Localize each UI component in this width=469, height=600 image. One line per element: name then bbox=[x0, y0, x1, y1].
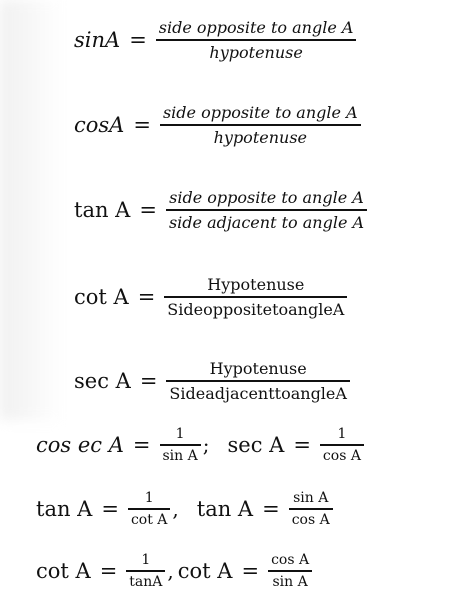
sec-fraction bbox=[166, 359, 350, 403]
tan1-numerator: 1 bbox=[144, 490, 154, 506]
cosec-denominator: sin A bbox=[162, 447, 198, 464]
tan-fraction bbox=[166, 188, 367, 232]
equals-sign: = bbox=[99, 558, 118, 583]
cot2-fraction bbox=[268, 552, 312, 590]
sec-lhs: sec A bbox=[74, 368, 131, 393]
tan2-lhs: tan A bbox=[196, 496, 254, 521]
tan2-numerator: sin A bbox=[293, 490, 329, 506]
sec-recip-lhs: sec A bbox=[227, 432, 285, 457]
cot1-lhs: cot A bbox=[36, 558, 91, 583]
equals-sign: = bbox=[139, 197, 157, 222]
equals-sign: = bbox=[262, 496, 280, 521]
separator: , bbox=[167, 558, 174, 583]
cot-fraction bbox=[164, 275, 347, 319]
blurred-margin bbox=[0, 0, 64, 420]
cos-numerator: side opposite to angle A bbox=[162, 103, 358, 122]
equals-sign: = bbox=[241, 558, 260, 583]
cosec-numerator: 1 bbox=[175, 426, 185, 442]
equals-sign: = bbox=[101, 496, 119, 521]
sin-numerator: side opposite to angle A bbox=[158, 18, 354, 37]
sin-lhs: sinA bbox=[74, 27, 121, 52]
equals-sign: = bbox=[133, 112, 151, 137]
tan-formula bbox=[74, 188, 367, 232]
cot1-fraction bbox=[126, 552, 165, 590]
sec-formula bbox=[74, 359, 350, 403]
reciprocal-row-cosec-sec bbox=[36, 426, 364, 464]
separator: ; bbox=[202, 432, 210, 457]
sin-denominator: hypotenuse bbox=[209, 42, 303, 62]
sin-formula bbox=[74, 18, 356, 62]
tan1-denominator: cot A bbox=[130, 511, 168, 528]
tan1-lhs: tan A bbox=[36, 496, 93, 521]
cot-formula bbox=[74, 275, 347, 319]
tan1-fraction bbox=[128, 490, 170, 528]
tan-lhs: tan A bbox=[74, 197, 131, 222]
cos-fraction bbox=[160, 103, 361, 147]
reciprocal-row-cot bbox=[36, 552, 312, 590]
cot2-lhs: cot A bbox=[177, 558, 233, 583]
sec-recip-denominator: cos A bbox=[322, 447, 361, 464]
equals-sign: = bbox=[139, 368, 158, 393]
tan2-denominator: cos A bbox=[291, 511, 330, 528]
cot1-numerator: 1 bbox=[141, 552, 151, 568]
sin-fraction bbox=[156, 18, 357, 62]
cot-lhs: cot A bbox=[74, 284, 129, 309]
cot2-numerator: cos A bbox=[271, 552, 310, 568]
sec-recip-fraction bbox=[320, 426, 364, 464]
equals-sign: = bbox=[129, 27, 147, 52]
sec-recip-numerator: 1 bbox=[337, 426, 347, 442]
cosec-fraction bbox=[160, 426, 201, 464]
sec-denominator: SideadjacenttoangleA bbox=[169, 383, 347, 403]
equals-sign: = bbox=[293, 432, 311, 457]
cot1-denominator: tanA bbox=[129, 573, 163, 590]
cot-numerator: Hypotenuse bbox=[207, 275, 305, 294]
cot-denominator: SideoppositetoangleA bbox=[167, 299, 345, 319]
reciprocal-row-tan bbox=[36, 490, 333, 528]
cot2-denominator: sin A bbox=[272, 573, 308, 590]
sec-numerator: Hypotenuse bbox=[209, 359, 307, 378]
tan-numerator: side opposite to angle A bbox=[169, 188, 364, 207]
equals-sign: = bbox=[137, 284, 156, 309]
cosec-lhs: cos ec A bbox=[36, 432, 124, 457]
cos-denominator: hypotenuse bbox=[213, 127, 307, 147]
tan-denominator: side adjacent to angle A bbox=[168, 212, 365, 232]
cos-lhs: cosA bbox=[74, 112, 125, 137]
separator: , bbox=[172, 496, 179, 521]
cos-formula bbox=[74, 103, 361, 147]
tan2-fraction bbox=[289, 490, 333, 528]
equals-sign: = bbox=[132, 432, 151, 457]
